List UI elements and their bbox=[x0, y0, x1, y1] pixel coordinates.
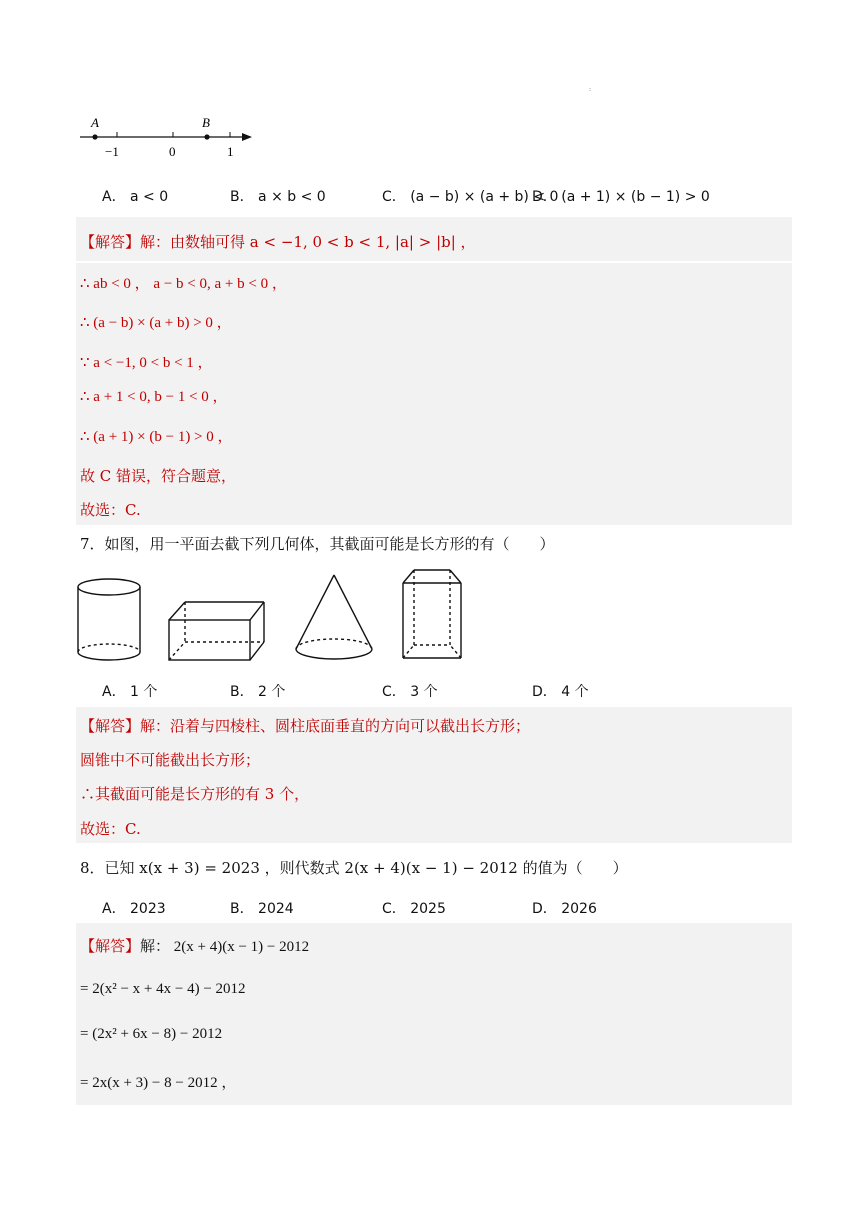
q6-option-c: C． (a − b) × (a + b) < 0 bbox=[382, 189, 559, 205]
q7-stem: 7．如图，用一平面去截下列几何体，其截面可能是长方形的有（ ） bbox=[80, 535, 555, 553]
q8-answer-line4: = 2x(x + 3) − 8 − 2012 ， bbox=[80, 1075, 237, 1091]
q8-option-b: B． 2024 bbox=[230, 901, 294, 917]
q6-answer-line2: ∴ ab < 0 ， a − b < 0, a + b < 0 ， bbox=[80, 276, 287, 292]
q8-stem: 8．已知 x(x + 3) = 2023 ，则代数式 2(x + 4)(x − 1) − 2012 的值为（ ） bbox=[80, 859, 628, 877]
tick-label-zero: 0 bbox=[169, 144, 176, 159]
tick-label-minus-one: −1 bbox=[105, 144, 119, 159]
number-line-arrow bbox=[242, 133, 252, 141]
prism-figure bbox=[403, 570, 461, 658]
page-mark: : bbox=[589, 86, 592, 93]
q7-option-a: A． 1 个 bbox=[102, 684, 158, 700]
label-b: B bbox=[202, 115, 210, 130]
q8-answer-line3: = (2x² + 6x − 8) − 2012 bbox=[80, 1026, 223, 1042]
q7-option-d: D． 4 个 bbox=[532, 684, 589, 700]
cylinder-figure bbox=[78, 579, 140, 660]
q6-answer-line1: 【解答】解：由数轴可得 a < −1, 0 < b < 1, |a| > |b| ， bbox=[80, 233, 476, 251]
number-line-figure bbox=[74, 112, 264, 162]
q8-answer-line1: 【解答】解： 2(x + 4)(x − 1) − 2012 bbox=[80, 937, 310, 955]
q8-option-c: C． 2025 bbox=[382, 901, 446, 917]
q8-option-a: A． 2023 bbox=[102, 901, 166, 917]
q6-option-d: D． (a + 1) × (b − 1) > 0 bbox=[532, 189, 710, 205]
answer-tag: 【解答】 bbox=[80, 717, 141, 735]
q6-option-a: A． a < 0 bbox=[102, 189, 169, 205]
q7-answer-line1: 【解答】解：沿着与四棱柱、圆柱底面垂直的方向可以截出长方形； bbox=[80, 717, 531, 735]
label-a: A bbox=[91, 115, 99, 130]
q7-answer-line4: 故选：C. bbox=[80, 820, 141, 838]
q7-option-c: C． 3 个 bbox=[382, 684, 438, 700]
q6-option-b: B． a × b < 0 bbox=[230, 189, 326, 205]
q7-option-b: B． 2 个 bbox=[230, 684, 286, 700]
cuboid-figure bbox=[169, 602, 264, 660]
q6-answer-line6: ∴ (a + 1) × (b − 1) > 0 ， bbox=[80, 429, 233, 445]
q6-answer-line4: ∵ a < −1, 0 < b < 1 ， bbox=[80, 355, 213, 371]
point-b bbox=[204, 134, 209, 139]
q6-answer-line3: ∴ (a − b) × (a + b) > 0 ， bbox=[80, 315, 232, 331]
q8-answer-line2: = 2(x² − x + 4x − 4) − 2012 bbox=[80, 981, 246, 997]
point-a bbox=[92, 134, 97, 139]
q6-answer-line8: 故选：C. bbox=[80, 501, 141, 519]
q7-answer-line3: ∴其截面可能是长方形的有 3 个， bbox=[80, 785, 310, 803]
q8-option-d: D． 2026 bbox=[532, 901, 597, 917]
q7-solids-figure bbox=[72, 565, 472, 670]
cone-figure bbox=[296, 575, 372, 659]
answer-tag: 【解答】 bbox=[80, 937, 141, 955]
q6-answer-line7: 故 C 错误，符合题意， bbox=[80, 467, 237, 485]
q7-answer-line2: 圆锥中不可能截出长方形； bbox=[80, 751, 261, 769]
answer-tag: 【解答】 bbox=[80, 233, 141, 251]
q6-answer-line5: ∴ a + 1 < 0, b − 1 < 0 ， bbox=[80, 389, 228, 405]
tick-label-one: 1 bbox=[227, 144, 234, 159]
